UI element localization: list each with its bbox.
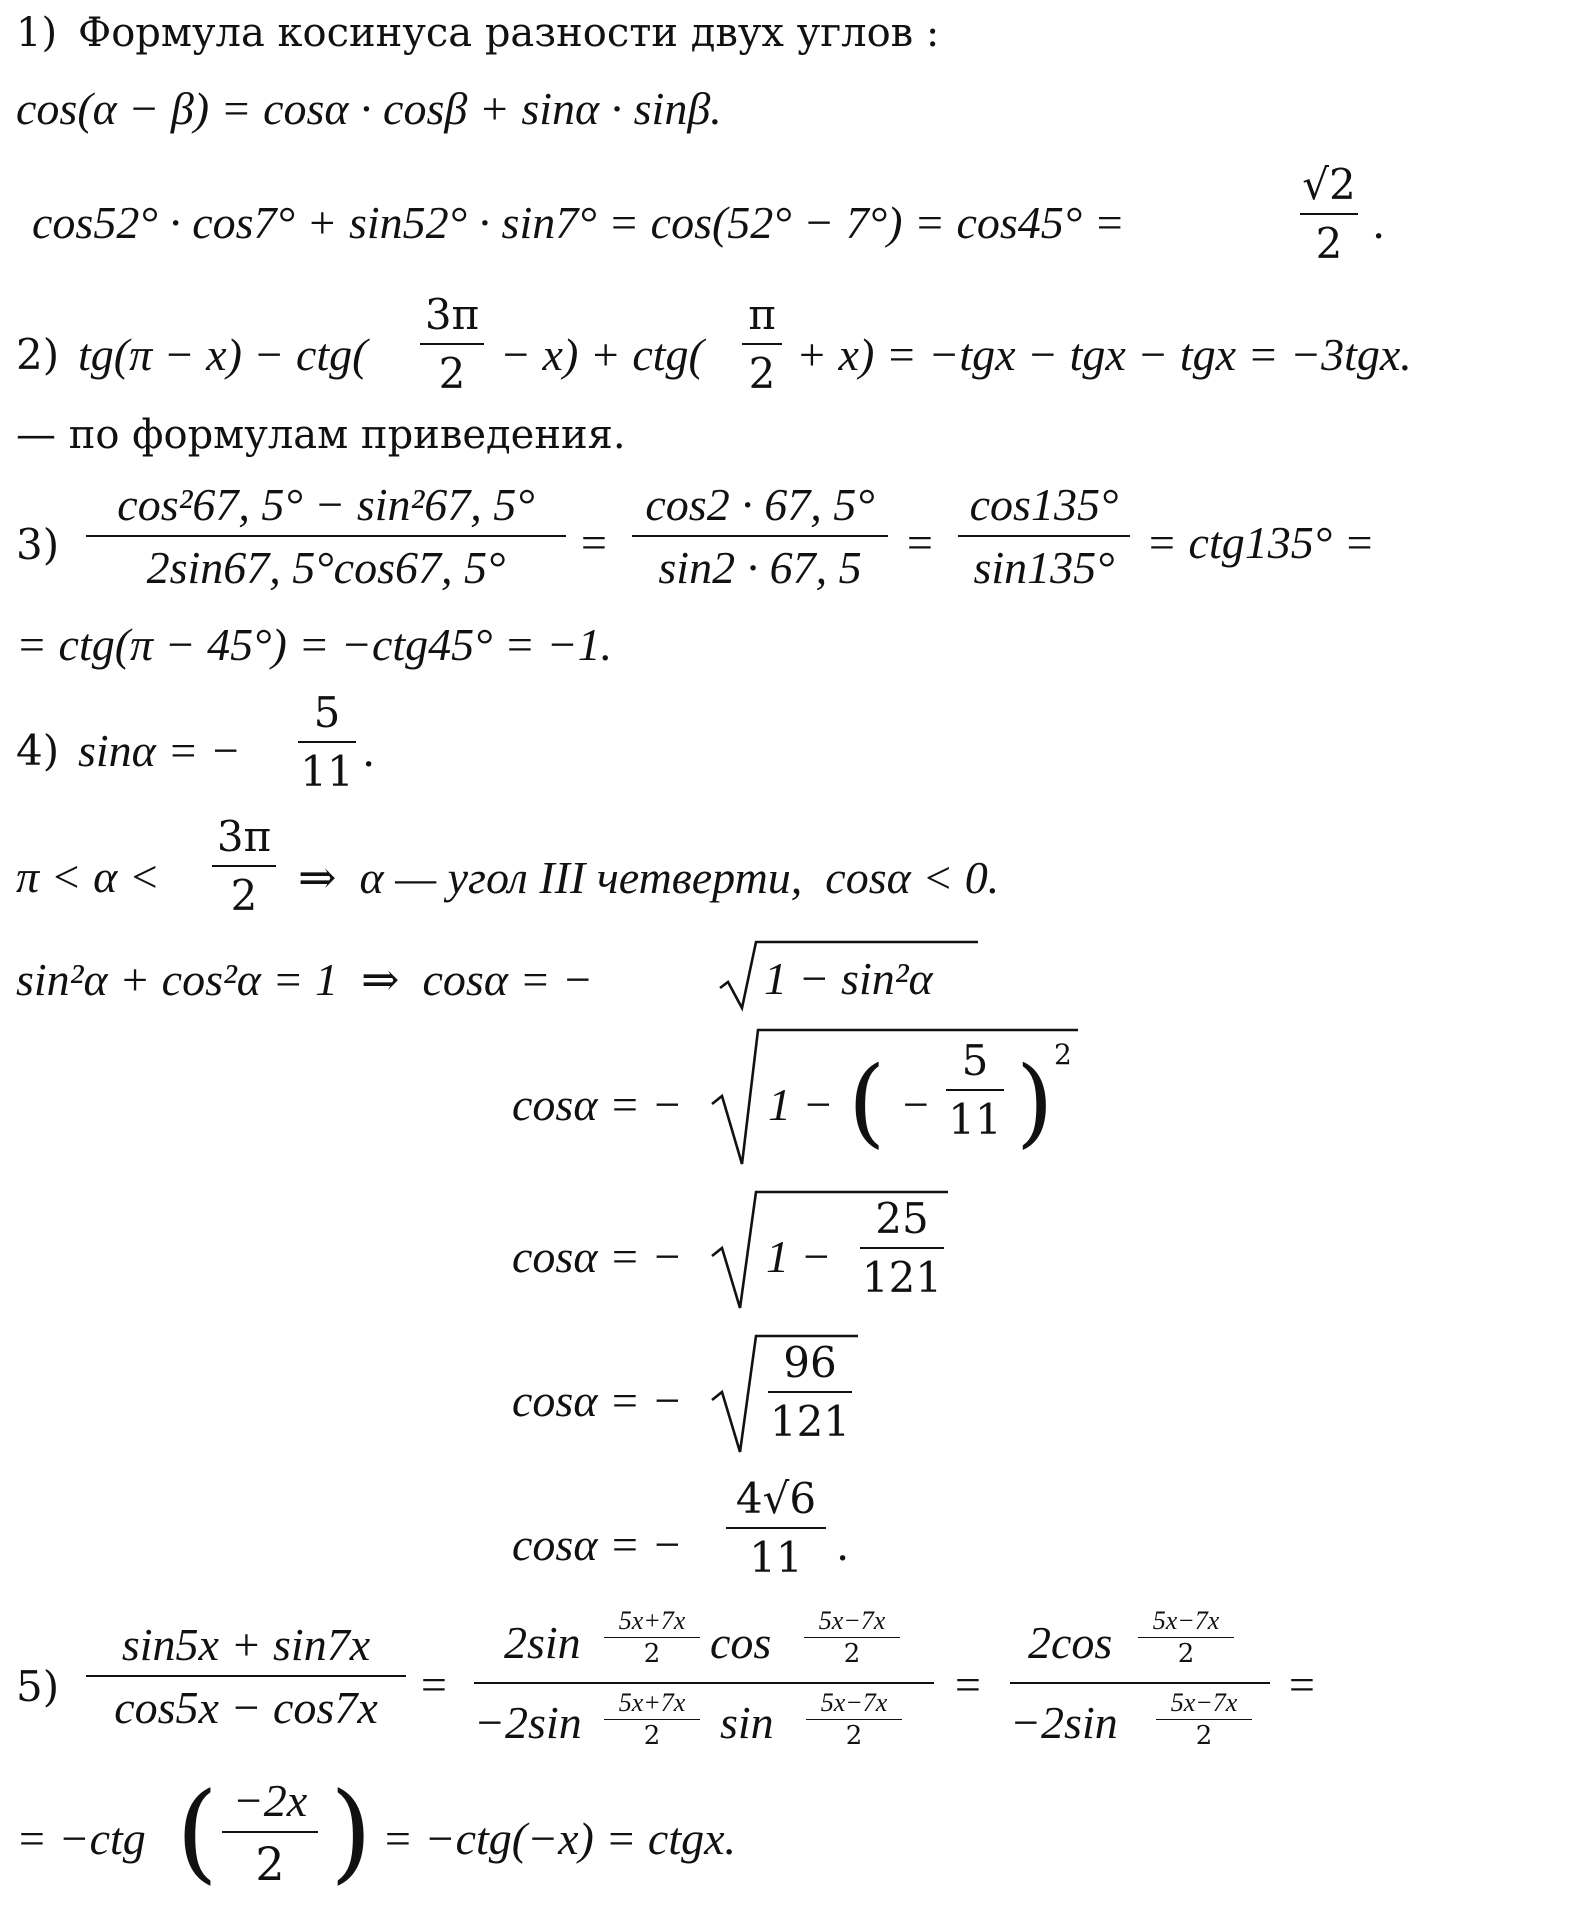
step5-fraction-2-den-a: −2sin xyxy=(474,1697,582,1748)
step3-eq-2: = xyxy=(904,517,936,568)
step5-fraction-3 xyxy=(1010,1606,1270,1756)
step1-label: 1) xyxy=(16,10,58,56)
step4-given-numerator: 5 xyxy=(313,688,341,737)
step3-label: 3) xyxy=(16,520,60,569)
step2-fraction-2 xyxy=(742,290,782,398)
step4-range-line xyxy=(0,812,1574,932)
fraction-bar xyxy=(604,1719,700,1720)
step4-row-3-fraction xyxy=(768,1338,852,1446)
step4-row-2-a: 1 − xyxy=(766,1231,832,1282)
fraction-bar xyxy=(946,1089,1004,1091)
step4-identity-sqrt xyxy=(720,938,980,1012)
right-paren-icon: ) xyxy=(330,1770,373,1895)
step4-row-1-numerator: 5 xyxy=(961,1036,989,1085)
step5-line-2 xyxy=(0,1766,1574,1906)
step4-row-1-fraction xyxy=(946,1036,1004,1144)
fraction-bar xyxy=(86,535,566,537)
step3-fraction-3-denominator: sin135° xyxy=(973,542,1115,593)
step5-small-fraction xyxy=(804,1606,900,1669)
step4-range-rhs: ⇒ α — угол III четверти, cosα < 0. xyxy=(298,852,1000,903)
step2-fraction-1 xyxy=(420,290,484,398)
fraction-bar xyxy=(1300,213,1358,215)
left-paren-icon: ( xyxy=(176,1770,219,1895)
step4-given-line xyxy=(0,688,1574,808)
step1-calc-line xyxy=(0,160,1574,280)
fraction-bar xyxy=(1010,1682,1270,1684)
step5-fraction-1-denominator: cos5x − cos7x xyxy=(114,1682,378,1733)
step4-row-1-a: 1 − xyxy=(768,1079,834,1130)
fraction-bar xyxy=(222,1831,318,1833)
step4-label: 4) xyxy=(16,726,60,775)
step4-identity: sin²α + cos²α = 1 ⇒ cosα = − xyxy=(16,954,594,1005)
step5-small-fraction xyxy=(1138,1606,1234,1669)
fraction-bar xyxy=(860,1247,944,1249)
fraction-bar xyxy=(768,1391,852,1393)
step4-row-2-lhs: cosα = − xyxy=(512,1231,683,1282)
step4-row-4-lhs: cosα = − xyxy=(512,1519,683,1570)
step5-eq-2: = xyxy=(952,1659,984,1710)
step5-fraction-2-num-a: 2sin xyxy=(504,1617,581,1668)
step3-fraction-3 xyxy=(958,478,1130,594)
fraction-bar xyxy=(1156,1719,1252,1720)
step4-row-3-lhs: cosα = − xyxy=(512,1375,683,1426)
step1-calc: cos52° · cos7° + sin52° · sin7° = cos(52° − 7°) = cos45° = xyxy=(32,197,1125,248)
step3-fraction-1 xyxy=(86,478,566,594)
step5-fraction-1 xyxy=(86,1618,406,1734)
step5-small-denominator: 2 xyxy=(643,1639,661,1669)
step4-row-4-fraction xyxy=(726,1474,826,1582)
step5-line xyxy=(0,1606,1574,1756)
step4-row-2-numerator: 25 xyxy=(875,1194,929,1243)
step5-small-numerator: 5x−7x xyxy=(1170,1688,1238,1717)
step2-part-a: tg(π − x) − ctg( xyxy=(78,329,368,380)
step3-fraction-2 xyxy=(632,478,888,594)
step5-small-numerator: 5x+7x xyxy=(618,1688,686,1717)
left-paren-icon: ( xyxy=(848,1046,886,1158)
step5-small-fraction xyxy=(604,1606,700,1669)
right-paren-icon: ) xyxy=(1016,1046,1054,1158)
step5-small-numerator: 5x−7x xyxy=(820,1688,888,1717)
step3-line-2 xyxy=(0,618,1574,674)
step2-label: 2) xyxy=(16,330,60,379)
step4-row-3 xyxy=(0,1330,1574,1460)
step5-small-fraction xyxy=(806,1688,902,1751)
step5-fraction-1-numerator: sin5x + sin7x xyxy=(121,1619,371,1670)
step5-small-denominator: 2 xyxy=(1177,1639,1195,1669)
step4-row-4-denominator: 11 xyxy=(749,1533,803,1582)
step3-fraction-1-numerator: cos²67, 5° − sin²67, 5° xyxy=(117,479,535,530)
step4-row-1 xyxy=(0,1024,1574,1174)
step4-row-2-sqrt xyxy=(712,1186,952,1316)
step4-range-lhs: π < α < xyxy=(16,851,160,902)
step4-given-denominator: 11 xyxy=(300,747,354,796)
step5-small-denominator: 2 xyxy=(845,1721,863,1751)
step1-result-numerator: √2 xyxy=(1302,160,1356,209)
step5-line-2-b: = −ctg(−x) = ctgx. xyxy=(382,1813,737,1864)
step5-fraction-2-num-b: cos xyxy=(710,1617,772,1668)
step4-row-1-minus: − xyxy=(900,1079,932,1130)
step5-small-numerator: 5x−7x xyxy=(818,1606,886,1635)
fraction-bar xyxy=(474,1682,934,1684)
step4-identity-radicand: 1 − sin²α xyxy=(764,953,933,1004)
step4-row-3-denominator: 121 xyxy=(769,1397,851,1446)
step1-result-denominator: 2 xyxy=(1315,219,1343,268)
step3-line xyxy=(0,478,1574,608)
step4-row-1-exponent: 2 xyxy=(1054,1038,1072,1071)
step3-eq-1: = xyxy=(578,517,610,568)
step2-fraction-1-denominator: 2 xyxy=(438,349,466,398)
step4-range-fraction xyxy=(212,812,276,920)
step4-row-2 xyxy=(0,1186,1574,1316)
step5-line-2-fraction xyxy=(222,1774,318,1891)
step5-eq-1: = xyxy=(418,1659,450,1710)
step1-end: . xyxy=(1374,197,1386,248)
step1-result-fraction xyxy=(1300,160,1358,268)
step3-fraction-2-denominator: sin2 · 67, 5 xyxy=(658,542,862,593)
step4-range-numerator: 3π xyxy=(216,812,272,861)
step2-note: — по формулам приведения. xyxy=(16,412,626,458)
step2-fraction-2-numerator: π xyxy=(748,290,776,339)
step3-fraction-2-numerator: cos2 · 67, 5° xyxy=(645,479,875,530)
step5-small-denominator: 2 xyxy=(1195,1721,1213,1751)
fraction-bar xyxy=(632,535,888,537)
step3-fraction-1-denominator: 2sin67, 5°cos67, 5° xyxy=(146,542,506,593)
step3-result: = ctg(π − 45°) = −ctg45° = −1. xyxy=(16,619,613,670)
step4-range-denominator: 2 xyxy=(230,871,258,920)
step4-row-1-denominator: 11 xyxy=(948,1095,1002,1144)
step2-note-line xyxy=(0,412,1574,462)
fraction-bar xyxy=(420,343,484,345)
step5-line-2-numerator: −2x xyxy=(232,1775,308,1826)
step5-small-denominator: 2 xyxy=(643,1721,661,1751)
step4-given-end: . xyxy=(364,725,376,776)
fraction-bar xyxy=(806,1719,902,1720)
step5-eq-3: = xyxy=(1286,1659,1318,1710)
fraction-bar xyxy=(212,865,276,867)
step4-row-1-sqrt xyxy=(712,1024,1082,1174)
fraction-bar xyxy=(1138,1637,1234,1638)
step4-row-2-denominator: 121 xyxy=(861,1253,943,1302)
fraction-bar xyxy=(958,535,1130,537)
step2-fraction-1-numerator: 3π xyxy=(424,290,480,339)
step5-small-denominator: 2 xyxy=(843,1639,861,1669)
step4-given-lhs: sinα = − xyxy=(78,725,241,776)
step1-formula-line xyxy=(0,82,1574,138)
fraction-bar xyxy=(604,1637,700,1638)
step4-row-4-numerator: 4√6 xyxy=(735,1474,817,1523)
step5-label: 5) xyxy=(16,1662,60,1711)
step4-identity-line xyxy=(0,938,1574,1018)
fraction-bar xyxy=(742,343,782,345)
step1-formula: cos(α − β) = cosα · cosβ + sinα · sinβ. xyxy=(16,83,722,134)
step5-fraction-2-den-b: sin xyxy=(720,1697,774,1748)
step4-row-3-sqrt xyxy=(712,1330,862,1460)
step1-title-line xyxy=(0,10,1574,60)
step5-line-2-a: = −ctg xyxy=(16,1813,146,1864)
step2-part-c: + x) = −tgx − tgx − tgx = −3tgx. xyxy=(796,329,1412,380)
fraction-bar xyxy=(86,1675,406,1677)
step5-small-numerator: 5x−7x xyxy=(1152,1606,1220,1635)
step5-fraction-3-den-a: −2sin xyxy=(1010,1697,1118,1748)
step4-given-fraction xyxy=(298,688,356,796)
step5-fraction-2 xyxy=(474,1606,934,1756)
step5-small-numerator: 5x+7x xyxy=(618,1606,686,1635)
step4-row-4-end: . xyxy=(838,1519,850,1570)
step2-line xyxy=(0,290,1574,410)
step2-fraction-2-denominator: 2 xyxy=(748,349,776,398)
step4-row-4 xyxy=(0,1474,1574,1604)
step2-part-b: − x) + ctg( xyxy=(500,329,704,380)
step5-fraction-3-num-a: 2cos xyxy=(1028,1617,1113,1668)
step1-title: Формула косинуса разности двух углов : xyxy=(78,10,940,56)
step4-row-3-numerator: 96 xyxy=(783,1338,837,1387)
step5-small-fraction xyxy=(604,1688,700,1751)
step3-tail: = ctg135° = xyxy=(1146,517,1375,568)
fraction-bar xyxy=(804,1637,900,1638)
fraction-bar xyxy=(298,741,356,743)
step5-small-fraction xyxy=(1156,1688,1252,1751)
step5-line-2-denominator: 2 xyxy=(255,1837,285,1891)
fraction-bar xyxy=(726,1527,826,1529)
step3-fraction-3-numerator: cos135° xyxy=(969,479,1119,530)
step4-row-2-fraction xyxy=(860,1194,944,1302)
step4-row-1-lhs: cosα = − xyxy=(512,1079,683,1130)
